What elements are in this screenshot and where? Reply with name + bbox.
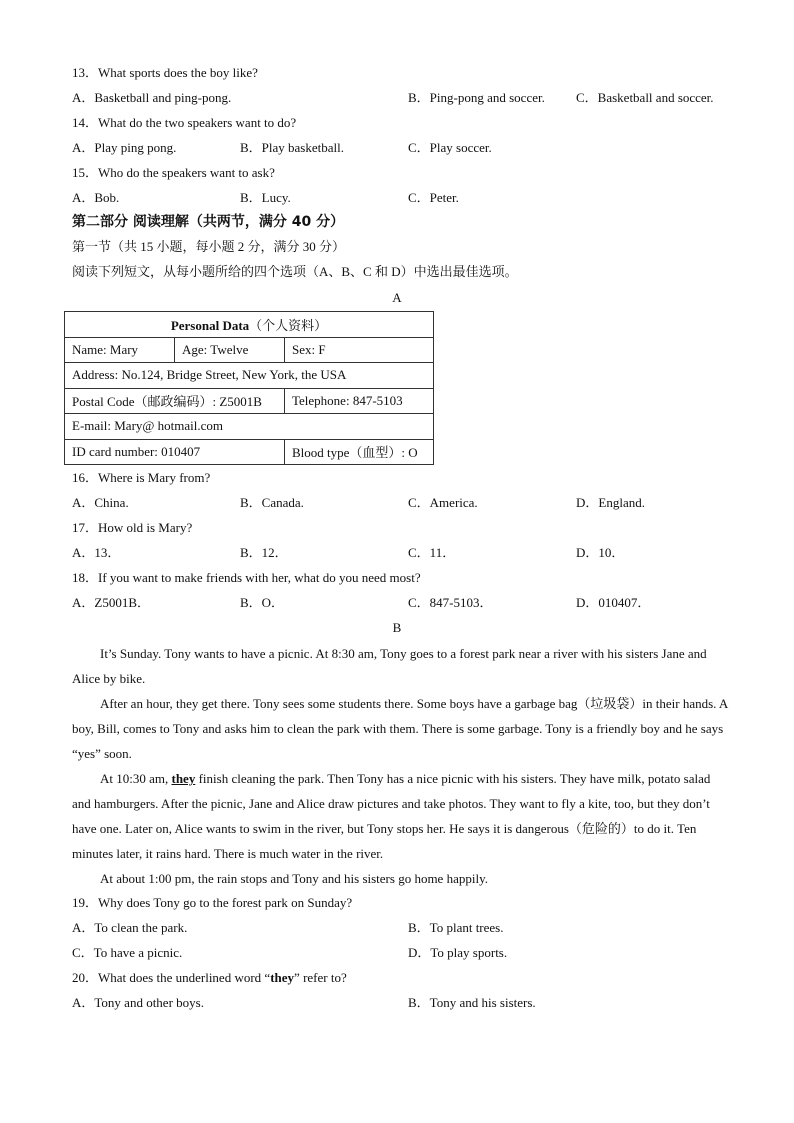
table-title: Personal Data（个人资料） [65,312,434,338]
cell-address: Address: No.124, Bridge Street, New York, the USA [65,363,434,389]
cell-email: E-mail: Mary@ hotmail.com [65,414,434,440]
q14-option-c: C．Play soccer. [408,140,492,155]
q19-option-a: A．To clean the park. [72,920,188,935]
q13-option-b: B．Ping-pong and soccer. [408,90,545,105]
q18-option-a: A．Z5001B． [72,595,151,610]
question-19: 19．Why does Tony go to the forest park on Sunday? [72,895,353,910]
q19-option-b: B．To plant trees. [408,920,504,935]
q18-option-d: D．010407． [576,595,651,610]
q18-option-c: C．847-5103． [408,595,493,610]
question-15: 15．Who do the speakers want to ask? [72,165,275,180]
question-20: 20．What does the underlined word “they” refer to? [72,970,347,985]
question-17: 17．How old is Mary? [72,520,193,535]
q18-option-b: B．O． [240,595,285,610]
passage-b-paragraph-2: After an hour, they get there. Tony sees some students there. Some boys have a garbage bag（垃圾袋）in their hands. A boy, Bill, comes to Tony and asks him to clean the park with them. There is some garbage. Tony is a friendly boy and he says “yes” soon. [72,696,728,761]
passage-b-paragraph-3: At 10:30 am, they finish cleaning the park. Then Tony has a nice picnic with his sisters. They have milk, potato salad and hamburgers. After the picnic, Jane and Alice draw pictures and take photos. They want to fly a kite, too, but they don’t have one. Later on, Alice wants to swim in the river, but Tony stops her. He says it is dangerous（危险的）to do it. Ten minutes later, it rains hard. There is much water in the river. [72,771,711,861]
q13-option-a: A．Basketball and ping-pong. [72,90,232,105]
cell-id: ID card number: 010407 [65,439,285,465]
q15-option-a: A．Bob. [72,190,120,205]
instructions: 阅读下列短文，从每小题所给的四个选项（A、B、C 和 D）中选出最佳选项。 [72,264,518,279]
q14-option-a: A．Play ping pong. [72,140,177,155]
cell-age: Age: Twelve [175,337,285,363]
q16-option-b: B．Canada. [240,495,304,510]
q16-option-a: A．China. [72,495,129,510]
q15-option-b: B．Lucy. [240,190,291,205]
cell-postal: Postal Code（邮政编码）: Z5001B [65,388,285,414]
q17-option-d: D．10． [576,545,625,560]
cell-telephone: Telephone: 847-5103 [285,388,434,414]
q17-option-b: B．12． [240,545,288,560]
q19-option-d: D．To play sports. [408,945,508,960]
q13-option-c: C．Basketball and soccer. [576,90,714,105]
question-13: 13．What sports does the boy like? [72,65,258,80]
part2-title: 第二部分 阅读理解（共两节，满分 40 分） [72,214,345,230]
section1-title: 第一节（共 15 小题，每小题 2 分，满分 30 分） [72,239,346,254]
q15-option-c: C．Peter. [408,190,459,205]
passage-b-label: B [392,620,402,635]
q17-option-c: C．11． [408,545,456,560]
q19-option-c: C．To have a picnic. [72,945,183,960]
cell-sex: Sex: F [285,337,434,363]
q17-option-a: A．13． [72,545,121,560]
question-18: 18．If you want to make friends with her, what do you need most? [72,570,421,585]
personal-data-table [64,311,434,465]
passage-b-paragraph-4: At about 1:00 pm, the rain stops and Tony and his sisters go home happily. [100,871,488,886]
cell-name: Name: Mary [65,337,175,363]
passage-b-paragraph-1: It’s Sunday. Tony wants to have a picnic. At 8:30 am, Tony goes to a forest park near a river with his sisters Jane and Alice by bike. [72,646,707,686]
cell-blood: Blood type（血型）: O [285,439,434,465]
q20-option-a: A．Tony and other boys. [72,995,204,1010]
question-14: 14．What do the two speakers want to do? [72,115,297,130]
passage-a-label: A [392,290,402,305]
q16-option-c: C．America. [408,495,478,510]
underlined-word: they [171,771,196,786]
q16-option-d: D．England. [576,495,645,510]
q20-option-b: B．Tony and his sisters. [408,995,536,1010]
q14-option-b: B．Play basketball. [240,140,344,155]
question-16: 16．Where is Mary from? [72,470,211,485]
